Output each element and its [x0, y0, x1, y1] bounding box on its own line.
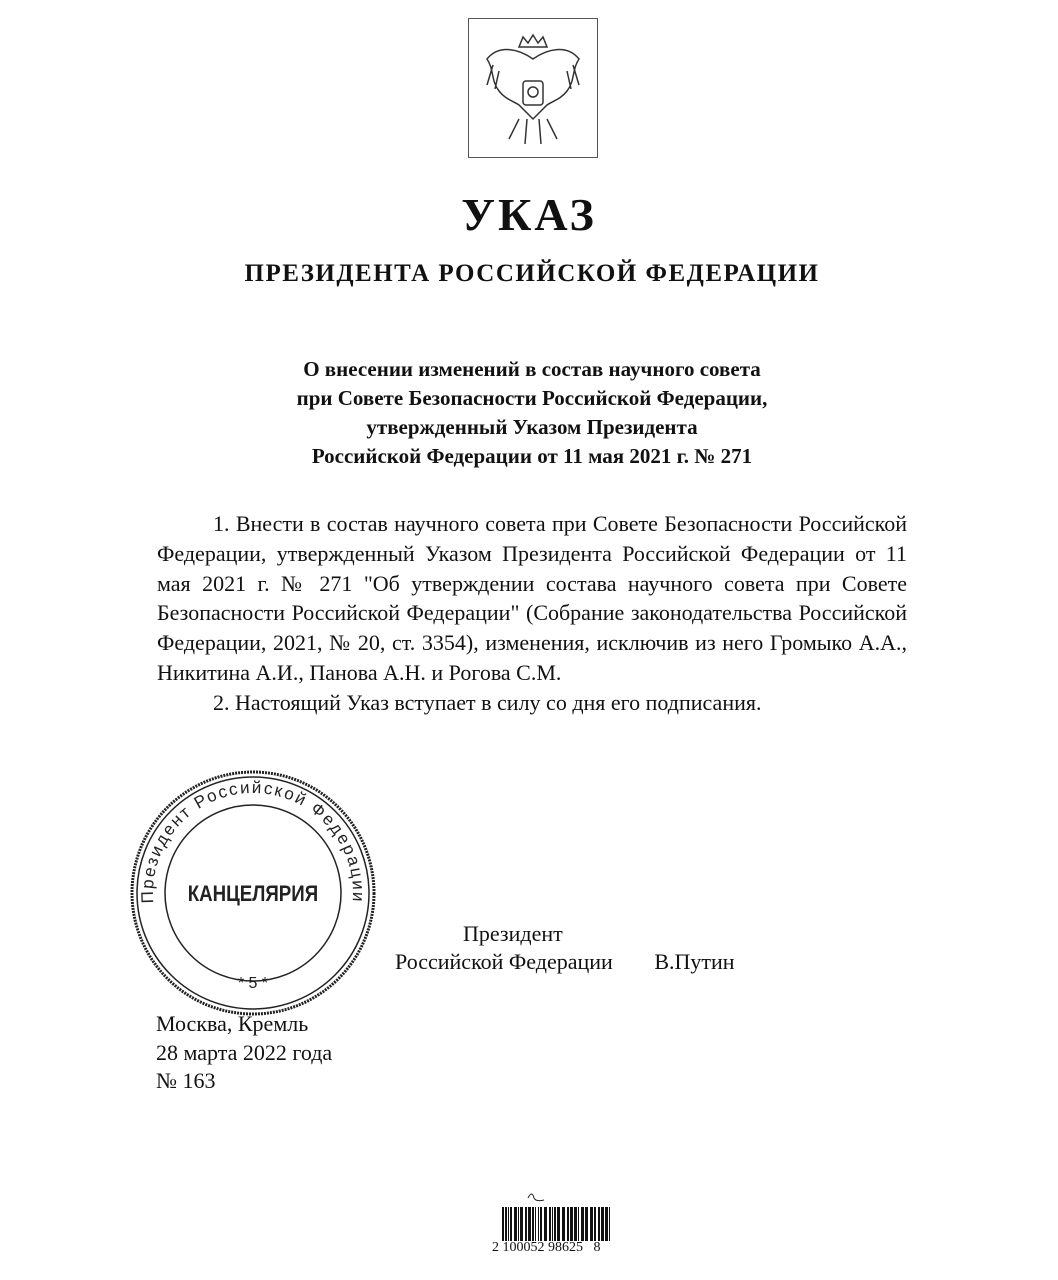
barcode-bar	[578, 1207, 579, 1241]
barcode-bar	[552, 1207, 553, 1241]
document-heading	[0, 355, 1058, 471]
barcode-bar	[590, 1207, 593, 1241]
stamp-ring-text: Президент Российской Федерации	[137, 777, 369, 904]
barcode-bar	[540, 1207, 542, 1241]
barcode-bar	[605, 1207, 608, 1241]
signature-name: В.Путин	[654, 949, 735, 974]
document-body	[157, 509, 907, 718]
heading-line: О внесении изменений в состав научного совета	[303, 357, 761, 381]
place-date-number	[156, 1010, 332, 1096]
barcode-bar	[525, 1207, 527, 1241]
barcode-bar	[508, 1207, 509, 1241]
barcode-bar	[574, 1207, 577, 1241]
document-title: УКАЗ	[461, 189, 597, 240]
barcode-bar	[581, 1207, 584, 1241]
barcode-bar	[505, 1207, 507, 1241]
barcode-bar	[518, 1207, 519, 1241]
barcode-bar	[562, 1207, 565, 1241]
barcode-bar	[601, 1207, 604, 1241]
barcode-bar	[544, 1207, 547, 1241]
barcode-bar	[538, 1207, 539, 1241]
barcode-bar	[567, 1207, 569, 1241]
barcode-bar	[510, 1207, 512, 1241]
document-number: № 163	[156, 1068, 216, 1093]
heading-line: Российской Федерации от 11 мая 2021 г. № 271	[311, 444, 753, 468]
chancellery-stamp	[128, 768, 378, 1018]
signature-position-line1: Президент	[463, 921, 563, 946]
date: 28 марта 2022 года	[156, 1039, 333, 1065]
barcode-bar	[570, 1207, 573, 1241]
barcode-bar	[598, 1207, 600, 1241]
barcode-bar	[549, 1207, 551, 1241]
document-subtitle: ПРЕЗИДЕНТА РОССИЙСКОЙ ФЕДЕРАЦИИ	[244, 260, 820, 287]
barcode-number: 2 100052 98625 8	[492, 1240, 601, 1255]
barcode-bar	[557, 1207, 560, 1241]
paragraph-1: 1. Внести в состав научного совета при Совете Безопасности Российской Федерации, утвержденный Указом Президента Российской Федерации от 11 мая 2021 г. № 271 "Об утверждении состава научного совета при Совете Безопасности Российской Федерации" (Собрание законодательства Российской Федерации, 2021, № 20, ст. 3354), изменения, исключив из него Громыко А.А., Никитина А.И., Панова А.Н. и Рогова С.М.	[157, 511, 907, 685]
signature-block	[395, 920, 735, 976]
coat-of-arms-emblem	[468, 18, 598, 158]
barcode-bar	[520, 1207, 523, 1241]
signature-position-line2: Российской Федерации	[395, 949, 613, 974]
barcode-bar	[594, 1207, 596, 1241]
barcode-bar	[532, 1207, 534, 1241]
stamp-center-text: КАНЦЕЛЯРИЯ	[187, 882, 319, 907]
barcode-bar	[514, 1207, 517, 1241]
barcode-bar	[609, 1207, 610, 1241]
heading-line: при Совете Безопасности Российской Федерации,	[296, 386, 768, 410]
barcode-bar	[502, 1207, 504, 1241]
heading-line: утвержденный Указом Президента	[366, 415, 698, 439]
barcode-bar	[535, 1207, 536, 1241]
barcode-bar	[528, 1207, 531, 1241]
place: Москва, Кремль	[156, 1011, 309, 1036]
barcode	[500, 1190, 615, 1247]
barcode-bar	[554, 1207, 556, 1241]
barcode-bar	[585, 1207, 588, 1241]
stamp-bottom-text: * 5 *	[237, 975, 269, 992]
paragraph-2: 2. Настоящий Указ вступает в силу со дня его подписания.	[213, 689, 762, 715]
